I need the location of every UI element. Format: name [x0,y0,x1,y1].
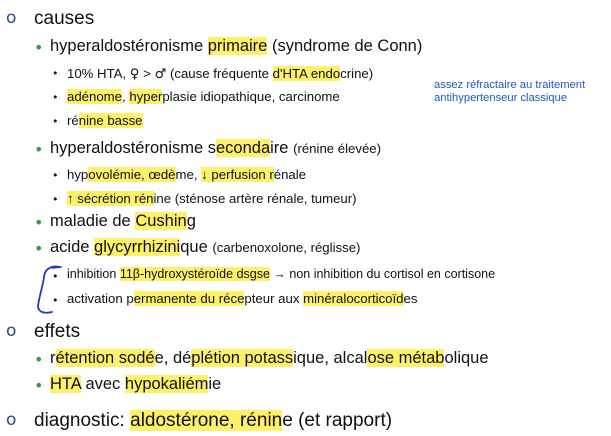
bullet-green: • [34,376,44,395]
text: olique [444,349,489,367]
bullet-black: • [52,270,59,283]
text: (cause fréquente [166,66,273,81]
highlight: ose métab [367,349,445,367]
inhibition-line [67,267,495,281]
highlight: econda [216,139,271,157]
text: s [207,139,216,157]
text: acide [50,238,95,256]
bullet-green: • [34,38,44,57]
diagnostic-line [34,410,392,432]
female-symbol-icon: ♀ [129,67,140,82]
highlight: hyper [129,89,163,104]
text: (sténose artère rénale, tumeur) [174,191,357,206]
text: ire [270,139,294,157]
text: hyperaldostéronisme [50,139,208,157]
text: hyperaldostéronisme [50,37,208,55]
highlight: étention sodé [55,349,155,367]
text: que [180,238,213,256]
bullet-black: • [52,294,59,307]
highlight: adénome [67,89,122,104]
highlight: plétion potass [191,349,294,367]
bullet-black: • [52,67,59,80]
text: activation p [67,291,134,306]
side-note-line: antihypertenseur classique [434,92,568,104]
bullet-black: • [52,193,59,206]
bullet-green: • [34,213,44,232]
text: maladie de [50,212,136,230]
secondary-line [50,139,381,158]
text: es [403,291,418,306]
highlight: Cushin [135,212,187,230]
cushing-line [50,212,196,231]
side-note [434,79,585,105]
text: ique, alcal [293,349,368,367]
male-symbol-icon: ♂ [154,67,167,82]
highlight: aldostérone, rénin [130,410,283,431]
text: plasie idiopathique, carcinome [162,89,340,104]
side-note-line: assez réfractaire au traitement [434,79,586,91]
highlight: ermanente du réce [133,291,245,306]
text: > [139,66,155,81]
text: e, dé [154,349,192,367]
secretion-renine-line [67,191,357,206]
text: énale [273,167,307,182]
activation-line [67,291,417,306]
hta-hypokaliemie-line [50,375,221,394]
text: → non inhibition du cortisol en cortisone [269,267,496,281]
outline-marker: o [6,8,17,28]
highlight: HTA [50,375,81,393]
text: avec [80,375,125,393]
highlight: glycyrrhizini [94,238,181,256]
text: (syndrome de Conn) [267,37,423,55]
effets-heading [34,321,80,343]
highlight: hypokaliém [124,375,209,393]
text: diagnostic: [34,410,131,431]
causes-label: causes [34,8,95,29]
text: g [186,212,196,230]
highlight: minéralocorticoïd [303,291,404,306]
causes-heading [34,8,94,30]
bullet-black: • [52,91,59,104]
outline-marker: o [6,321,17,341]
text: , [122,89,130,104]
text: (rénine élevée) [293,141,382,156]
text: inhibition [67,267,120,281]
highlight: ↑ sécrétion rén [67,191,154,206]
handwritten-bracket-icon [30,262,70,318]
acide-line [50,238,360,257]
text: 10% HTA, [67,66,130,81]
outline-marker: o [6,410,17,430]
hta-ratio-line [67,66,373,82]
text: me, [175,167,202,182]
text: e (et rapport) [282,410,393,431]
bullet-green: • [34,239,44,258]
highlight: d'HTA endo [272,66,341,81]
bullet-green: • [34,140,44,159]
bullet-black: • [52,169,59,182]
adenome-line [67,89,340,104]
text: r [50,349,56,367]
text: ré [67,113,79,128]
highlight: ovolémie, œdè [88,167,176,182]
text: pteur aux [244,291,304,306]
highlight: primaire [207,37,268,55]
highlight: ↓ perfusion r [201,167,274,182]
text: ine [153,191,175,206]
highlight: nine basse [78,113,143,128]
bullet-green: • [34,350,44,369]
effets-label: effets [34,321,81,342]
bullet-black: • [52,115,59,128]
highlight: 11β-hydroxystéroïde dsgse [119,267,270,281]
text: crine) [340,66,374,81]
primary-line [50,37,422,56]
hypovolemie-line [67,167,306,182]
text: ie [208,375,222,393]
renine-basse-line [67,113,143,128]
text: hyp [67,167,89,182]
retention-line [50,349,489,368]
text: (carbenoxolone, réglisse) [212,240,361,255]
